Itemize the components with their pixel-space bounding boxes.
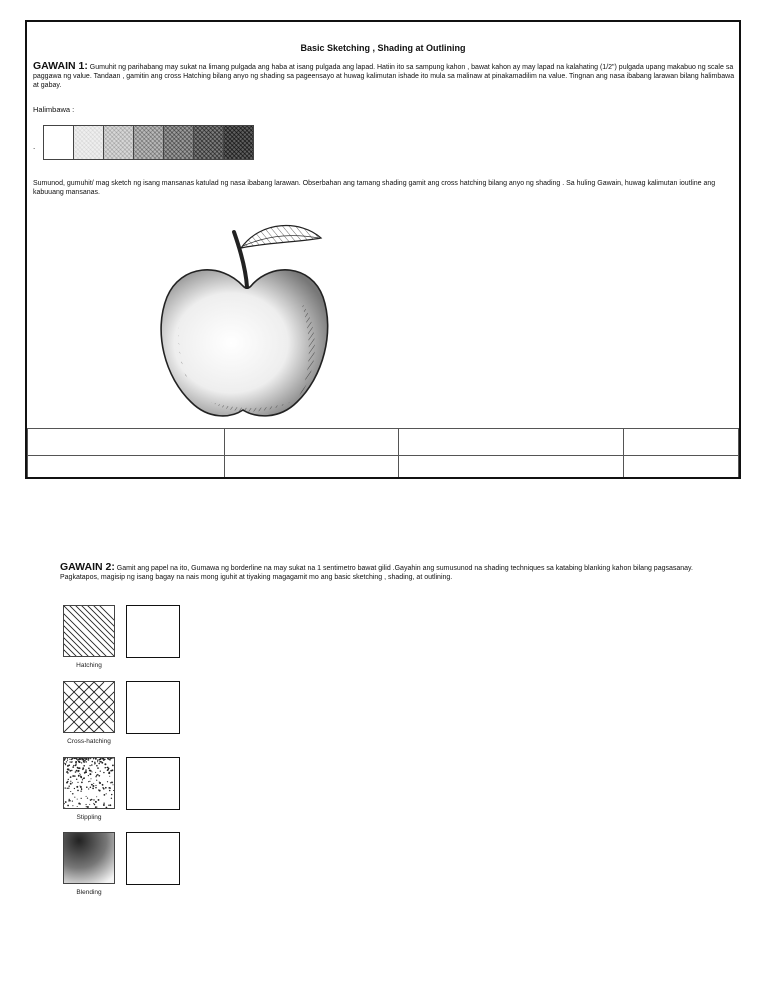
cross-hatching-sample-icon [63, 681, 115, 733]
technique-cross-hatching [60, 681, 185, 759]
value-scale-cell [133, 125, 164, 160]
gawain2-instructions [60, 563, 720, 582]
answer-cell[interactable] [225, 429, 399, 456]
gawain2-heading: GAWAIN 2: [60, 561, 115, 573]
value-scale-cell [103, 125, 134, 160]
blending-label: Blending [76, 889, 102, 896]
answer-cell[interactable] [399, 456, 624, 480]
technique-hatching [60, 605, 185, 683]
answer-cell[interactable] [28, 429, 225, 456]
blending-sample-icon [63, 832, 115, 884]
example-label: Halimbawa : [33, 105, 75, 114]
hatching-label: Hatching [76, 662, 102, 669]
technique-blending [60, 832, 185, 910]
value-scale-cell [43, 125, 74, 160]
worksheet-title: Basic Sketching , Shading at Outlining [300, 43, 466, 53]
value-scale-cell [163, 125, 194, 160]
answer-cell[interactable] [624, 429, 739, 456]
value-scale-example [44, 125, 254, 160]
apple-sketch-illustration [151, 202, 361, 424]
gawain2-text: Gamit ang papel na ito, Gumawa ng borderline na may sukat na 1 sentimetro bawat gilid .Gayahin ang sumusunod na shading techniques sa katabing blanking kahon bilang pagsasanay. Pagkatapos, magisip ng isang bagay na nais mong iguhit at tiyaking magagamit mo ang basic sketching , shading, at outlining. [60, 565, 693, 581]
value-scale-cell [73, 125, 104, 160]
apple-task-text: Sumunod, gumuhit/ mag sketch ng isang mansanas katulad ng nasa ibabang larawan. Obserbahan ang tamang shading gamit ang cross hatching bilang anyo ng shading . Sa huling Gawain, huwag kalimutan ioutline ang kabuuang mansanas. [33, 180, 716, 196]
gawain1-instructions [33, 62, 737, 90]
answer-cell[interactable] [225, 456, 399, 480]
stippling-practice-box[interactable] [126, 757, 180, 810]
answer-cell[interactable] [624, 456, 739, 480]
technique-stippling [60, 757, 185, 835]
stippling-sample-icon [63, 757, 115, 809]
cross-hatching-label: Cross-hatching [67, 738, 111, 745]
answer-cell[interactable] [28, 456, 225, 480]
hatching-practice-box[interactable] [126, 605, 180, 658]
answer-cell[interactable] [399, 429, 624, 456]
stray-dot: . [33, 142, 36, 151]
value-scale-cell [193, 125, 224, 160]
answer-table [27, 428, 739, 479]
hatching-sample-icon [63, 605, 115, 657]
gawain1-text: Gumuhit ng parihabang may sukat na limang pulgada ang haba at isang pulgada ang lapad. Hatiin ito sa sampung kahon , bawat kahon ay may lapad na kalahating (1/2") pulgada upang makabuo ng scale sa paggawa ng value. Tandaan , gamitin ang cross Hatching bilang anyo ng shading sa pageensayo at huwag kalimutan ishade ito mula sa malinaw at pinakamadilim na value. Tingnan ang nasa ibabang larawan bilang halimbawa at gabay. [33, 64, 735, 89]
value-scale-cell [223, 125, 254, 160]
gawain1-frame [25, 20, 741, 479]
blending-practice-box[interactable] [126, 832, 180, 885]
gawain1-heading: GAWAIN 1: [33, 60, 88, 72]
cross-hatching-practice-box[interactable] [126, 681, 180, 734]
stippling-label: Stippling [76, 814, 102, 821]
